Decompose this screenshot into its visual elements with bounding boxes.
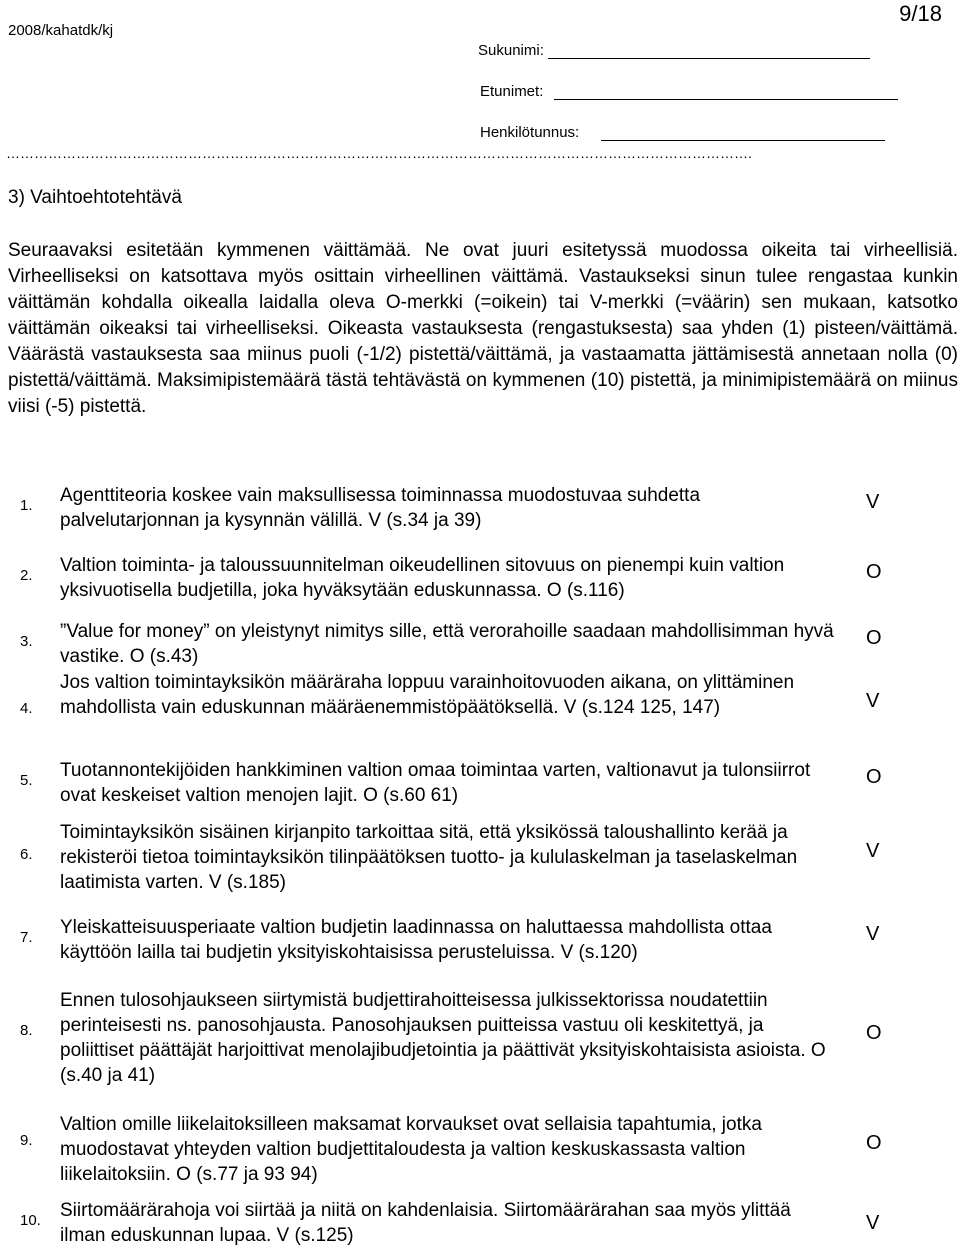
statement-number: 7. <box>20 929 33 946</box>
document-code: 2008/kahatdk/kj <box>8 22 114 39</box>
id-line[interactable] <box>601 126 885 141</box>
surname-label: Sukunimi: <box>478 42 544 59</box>
statement-text: Valtion toiminta- ja taloussuunnitelman oikeudellinen sitovuus on pienempi kuin valtion yksivuotisella budjetilla, joka hyväksytään eduskunnassa. O (s.116) <box>60 555 785 601</box>
statement-text: Agenttiteoria koskee vain maksullisessa toiminnassa muodostuvaa suhdetta palvelutarjonnan ja kysynnän välillä. V (s.34 ja 39) <box>60 485 701 531</box>
statement-number: 10. <box>20 1212 41 1229</box>
statement-text: Toimintayksikön sisäinen kirjanpito tarkoittaa sitä, että yksikössä taloushallinto kerää ja rekisteröi tietoa toimintayksikön tilinpäätöksen tuotto- ja kululaskelman ja taselaskelman laatimista varten. V (s.185) <box>60 822 798 893</box>
statement-number: 6. <box>20 846 33 863</box>
answer-mark[interactable]: V <box>866 1212 880 1234</box>
id-field[interactable] <box>480 124 885 141</box>
statement-number: 3. <box>20 633 33 650</box>
firstnames-label: Etunimet: <box>480 83 544 100</box>
statement-number: 5. <box>20 772 33 789</box>
statement-text: Valtion omille liikelaitoksilleen maksamat korvaukset ovat sellaisia tapahtumia, jotka muodostavat yhteyden valtion budjettitaloudesta ja valtion keskuskassasta valtion liikelaitoksiin. O (s.77 ja 93 94) <box>60 1114 762 1185</box>
statement-text: Jos valtion toimintayksikön määräraha loppuu varainhoitovuoden aikana, on ylittäminen mahdollista vain eduskunnan määräenemmistöpäätöksellä. V (s.124 125, 147) <box>60 672 795 718</box>
answer-mark[interactable]: O <box>866 561 882 583</box>
dotted-separator: ……………………………………………………………………………………………………………………………………………. <box>6 145 752 161</box>
firstnames-field[interactable] <box>480 83 898 100</box>
statement-text: Siirtomäärärahoja voi siirtää ja niitä on kahdenlaisia. Siirtomäärärahan saa myös ylittää ilman eduskunnan lupaa. V (s.125) <box>60 1200 791 1246</box>
instructions <box>8 238 958 420</box>
answer-mark[interactable]: O <box>866 1022 882 1044</box>
answer-mark[interactable]: O <box>866 627 882 649</box>
statement-number: 1. <box>20 497 33 514</box>
statement-text: ”Value for money” on yleistynyt nimitys sille, että verorahoille saadaan mahdollisimman hyvä vastike. O (s.43) <box>60 621 834 667</box>
section-title: 3) Vaihtoehtotehtävä <box>8 187 182 208</box>
statement-text: Ennen tulosohjaukseen siirtymistä budjettirahoitteisessa julkissektorissa noudatettiin perinteisesti ns. panosohjausta. Panosohjauksen puitteissa vastuu oli keskitettyä, ja poliittiset päättäjät harjoittivat menolajibudjetointia ja päättivät yksityiskohtaisista asioista. O (s.40 ja 41) <box>60 990 826 1086</box>
statement-text: Yleiskatteisuusperiaate valtion budjetin laadinnassa on haluttaessa mahdollista ottaa käyttöön lailla tai budjetin yksityiskohtaisissa perusteluissa. V (s.120) <box>60 917 772 963</box>
surname-line[interactable] <box>548 44 870 59</box>
instructions-text: Seuraavaksi esitetään kymmenen väittämää. Ne ovat juuri esitetyssä muodossa oikeita tai virheellisiä. Virheelliseksi on katsottava myös osittain virheellinen väittämä. Vastaukseksi sinun tulee rengastaa kunkin väittämän kohdalla oikealla laidalla oleva O-merkki (=oikein) tai V-merkki (=väärin) sen mukaan, katsotko väittämän oikeaksi tai virheelliseksi. Oikeasta vastauksesta (rengastuksesta) saa yhden (1) pisteen/väittämä. Väärästä vastauksesta saa miinus puoli (-1/2) pistettä/väittämä, ja vastaamatta jättämisestä annetaan nolla (0) pistettä/väittämä. Maksimipistemäärä tästä tehtävästä on kymmenen (10) pistettä, ja minimipistemäärä on miinus viisi (-5) pistettä. <box>8 240 958 417</box>
id-label: Henkilötunnus: <box>480 124 580 141</box>
answer-mark[interactable]: V <box>866 840 880 862</box>
statement-number: 9. <box>20 1132 33 1149</box>
statement-number: 4. <box>20 700 33 717</box>
statement-text: Tuotannontekijöiden hankkiminen valtion omaa toimintaa varten, valtionavut ja tulonsiirrot ovat keskeiset valtion menojen lajit. O (s.60 61) <box>60 760 811 806</box>
answer-mark[interactable]: V <box>866 491 880 513</box>
statement-number: 8. <box>20 1022 33 1039</box>
answer-mark[interactable]: O <box>866 766 882 788</box>
answer-mark[interactable]: V <box>866 690 880 712</box>
answer-mark[interactable]: V <box>866 923 880 945</box>
statement-number: 2. <box>20 567 33 584</box>
answer-mark[interactable]: O <box>866 1132 882 1154</box>
page-number: 9/18 <box>899 1 942 26</box>
firstnames-line[interactable] <box>554 85 898 100</box>
surname-field[interactable] <box>478 42 870 59</box>
